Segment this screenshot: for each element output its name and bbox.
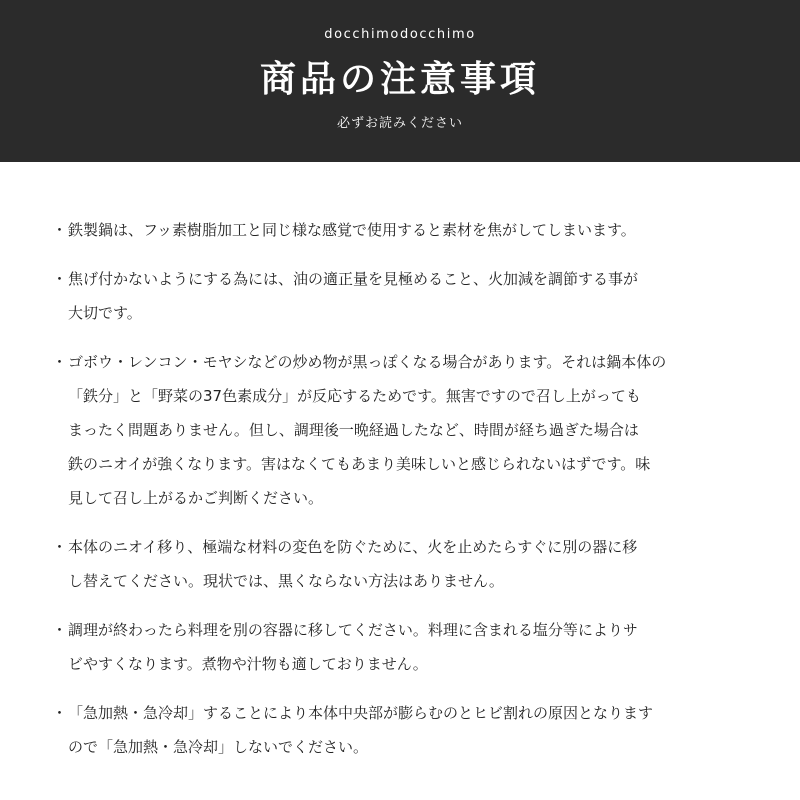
page-title: 商品の注意事項 bbox=[259, 59, 540, 100]
caution-text-line: まったく問題ありません。但し、調理後一晩経過したなど、時間が経ち過ぎた場合は bbox=[68, 421, 639, 439]
caution-text-line: 焦げ付かないようにする為には、油の適正量を見極めること、火加減を調節する事が bbox=[68, 270, 639, 288]
caution-text-line: ゴボウ・レンコン・モヤシなどの炒め物が黒っぽくなる場合があります。それは鍋本体の bbox=[68, 353, 667, 371]
bullet-mark: ・ bbox=[52, 270, 68, 288]
caution-item bbox=[52, 696, 760, 764]
caution-text-line: 本体のニオイ移り、極端な材料の変色を防ぐために、火を止めたらすぐに別の器に移 bbox=[68, 538, 638, 556]
caution-text-line: 大切です。 bbox=[68, 304, 142, 322]
caution-text-line: 見して召し上がるかご判断ください。 bbox=[68, 489, 324, 507]
caution-text-line: し替えてください。現状では、黒くならない方法はありません。 bbox=[68, 572, 504, 590]
bullet-mark: ・ bbox=[52, 621, 68, 639]
caution-text-line: ビやすくなります。煮物や汁物も適しておりません。 bbox=[68, 655, 428, 673]
caution-text-line: 「急加熱・急冷却」することにより本体中央部が膨らむのとヒビ割れの原因となります bbox=[68, 704, 654, 722]
bullet-mark: ・ bbox=[52, 538, 68, 556]
caution-item bbox=[52, 262, 760, 330]
header-banner bbox=[0, 0, 800, 162]
caution-text-line: 鉄製鍋は、フッ素樹脂加工と同じ様な感覚で使用すると素材を焦がしてしまいます。 bbox=[68, 221, 636, 239]
caution-list bbox=[52, 213, 760, 779]
caution-item bbox=[52, 530, 760, 598]
bullet-mark: ・ bbox=[52, 353, 68, 371]
brand-name: docchimodocchimo bbox=[324, 27, 476, 42]
caution-text-line: 鉄のニオイが強くなります。害はなくてもあまり美味しいと感じられないはずです。味 bbox=[68, 455, 651, 473]
bullet-mark: ・ bbox=[52, 221, 68, 239]
bullet-mark: ・ bbox=[52, 704, 68, 722]
caution-text-line: 調理が終わったら料理を別の容器に移してください。料理に含まれる塩分等によりサ bbox=[68, 621, 638, 639]
caution-text-line: 「鉄分」と「野菜の37色素成分」が反応するためです。無害ですので召し上がっても bbox=[68, 387, 641, 405]
caution-item bbox=[52, 213, 760, 247]
caution-item bbox=[52, 613, 760, 681]
caution-item bbox=[52, 345, 760, 515]
page-subtitle: 必ずお読みください bbox=[336, 116, 463, 131]
caution-text-line: ので「急加熱・急冷却」しないでください。 bbox=[68, 738, 369, 756]
